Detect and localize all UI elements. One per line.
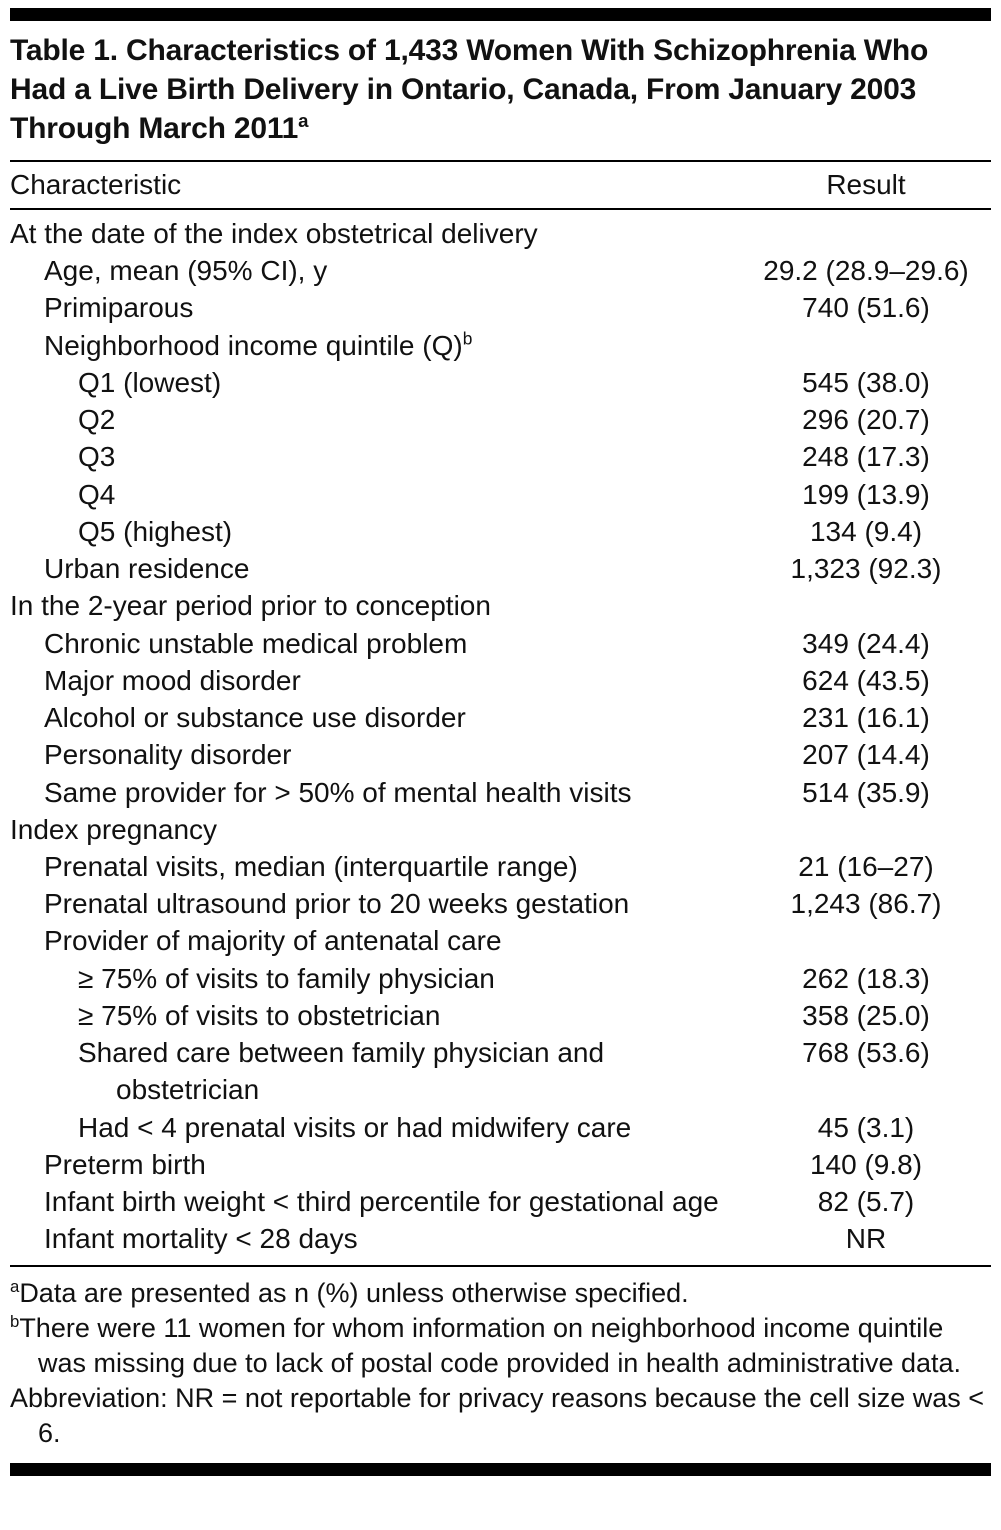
footnotes xyxy=(10,1267,991,1463)
table-header-row xyxy=(10,162,991,208)
row-result: 1,243 (86.7) xyxy=(790,888,942,920)
row-result: 29.2 (28.9–29.6) xyxy=(763,255,969,287)
column-header-characteristic: Characteristic xyxy=(10,169,182,200)
table-row xyxy=(10,885,991,922)
table-row xyxy=(10,1146,991,1183)
row-label: ≥ 75% of visits to family physician xyxy=(78,962,495,994)
row-label: Had < 4 prenatal visits or had midwifery care xyxy=(78,1111,632,1143)
row-label: Infant mortality < 28 days xyxy=(44,1223,358,1255)
row-result: 514 (35.9) xyxy=(802,776,930,808)
bottom-rule-bar xyxy=(10,1463,991,1476)
row-result: 768 (53.6) xyxy=(802,1037,930,1069)
footnote: $^b$There were 11 women for whom information on neighborhood income quintile was missing due to lack of postal code provided in health administrative data. xyxy=(10,1311,962,1378)
footnote: $^a$Data are presented as n (%) unless otherwise specified. xyxy=(10,1276,689,1308)
row-label: ≥ 75% of visits to obstetrician xyxy=(78,999,441,1031)
row-label: Infant birth weight < third percentile for gestational age xyxy=(44,1186,719,1218)
table-row xyxy=(10,587,991,624)
row-result: 134 (9.4) xyxy=(809,515,923,547)
table-title xyxy=(10,31,991,148)
row-label: Same provider for > 50% of mental health visits xyxy=(44,776,632,808)
row-label: Major mood disorder xyxy=(44,664,301,696)
row-result: 296 (20.7) xyxy=(802,404,930,436)
row-result: 624 (43.5) xyxy=(802,664,930,696)
table-row xyxy=(10,513,991,550)
table-body xyxy=(10,210,991,1265)
row-result: 140 (9.8) xyxy=(809,1148,923,1180)
row-label: Shared care between family physician and obstetrician xyxy=(78,1037,605,1106)
row-label: Preterm birth xyxy=(44,1148,206,1180)
row-result: 1,323 (92.3) xyxy=(790,553,942,585)
table-row xyxy=(10,289,991,326)
row-result: 248 (17.3) xyxy=(802,441,930,473)
row-result: 740 (51.6) xyxy=(802,292,930,324)
row-result: 207 (14.4) xyxy=(802,739,930,771)
table-row xyxy=(10,401,991,438)
table-row xyxy=(10,215,991,252)
table-row xyxy=(10,811,991,848)
table-row xyxy=(10,252,991,289)
row-result: 349 (24.4) xyxy=(802,627,930,659)
table-row xyxy=(10,997,991,1034)
table-row xyxy=(10,960,991,997)
row-result: 21 (16–27) xyxy=(798,850,934,882)
footnote-marker: b xyxy=(10,1311,20,1331)
table-title-text: Table 1. Characteristics of 1,433 Women With Schizophrenia Who Had a Live Birth Delivery in Ontario, Canada, From January 2003 Through March 2011 xyxy=(10,34,929,145)
table-row xyxy=(10,327,991,364)
table-row xyxy=(10,736,991,773)
table-row xyxy=(10,625,991,662)
table-row xyxy=(10,550,991,587)
table-row xyxy=(10,364,991,401)
footnote-marker: a xyxy=(10,1276,20,1296)
row-label: Urban residence xyxy=(44,553,250,585)
table-row xyxy=(10,699,991,736)
row-label: Q2 xyxy=(78,404,116,436)
row-label: Q4 xyxy=(78,478,116,510)
row-result: 199 (13.9) xyxy=(802,478,930,510)
row-footnote-marker: b xyxy=(462,328,473,349)
row-label: Prenatal visits, median (interquartile range) xyxy=(44,850,578,882)
row-label: Age, mean (95% CI), y xyxy=(44,255,328,287)
row-result: 82 (5.7) xyxy=(817,1186,915,1218)
table-row xyxy=(10,1220,991,1257)
column-header-result: Result xyxy=(826,169,906,200)
row-label: Provider of majority of antenatal care xyxy=(44,925,502,957)
row-result: 545 (38.0) xyxy=(802,366,930,398)
table-row xyxy=(10,1183,991,1220)
row-label: Neighborhood income quintile $(Q)^b$ xyxy=(44,328,473,361)
row-result: 231 (16.1) xyxy=(802,702,930,734)
row-label: Q5 (highest) xyxy=(78,515,233,547)
table-row xyxy=(10,848,991,885)
row-label: At the date of the index obstetrical delivery xyxy=(10,218,538,249)
row-result: 262 (18.3) xyxy=(802,962,930,994)
row-label: Q3 xyxy=(78,441,116,473)
row-label: Prenatal ultrasound prior to 20 weeks gestation xyxy=(44,888,630,920)
top-rule-bar xyxy=(10,8,991,21)
table-row xyxy=(10,774,991,811)
row-result: 358 (25.0) xyxy=(802,999,930,1031)
row-result: NR xyxy=(845,1223,887,1255)
row-label: Primiparous xyxy=(44,292,194,324)
row-label: Chronic unstable medical problem xyxy=(44,627,468,659)
row-label: Q1 (lowest) xyxy=(78,366,222,398)
table-row xyxy=(10,1034,991,1108)
row-label: Personality disorder xyxy=(44,739,292,771)
table-title-footnote-marker: a xyxy=(298,110,309,131)
row-label: Alcohol or substance use disorder xyxy=(44,702,466,734)
row-result: 45 (3.1) xyxy=(817,1111,915,1143)
table-row xyxy=(10,922,991,959)
table-row xyxy=(10,1109,991,1146)
table-row xyxy=(10,662,991,699)
table-row xyxy=(10,476,991,513)
row-label: Index pregnancy xyxy=(10,813,218,845)
table-row xyxy=(10,438,991,475)
footnote: Abbreviation: NR = not reportable for privacy reasons because the cell size was < 6. xyxy=(10,1382,985,1448)
row-label: In the 2-year period prior to conception xyxy=(10,590,491,622)
